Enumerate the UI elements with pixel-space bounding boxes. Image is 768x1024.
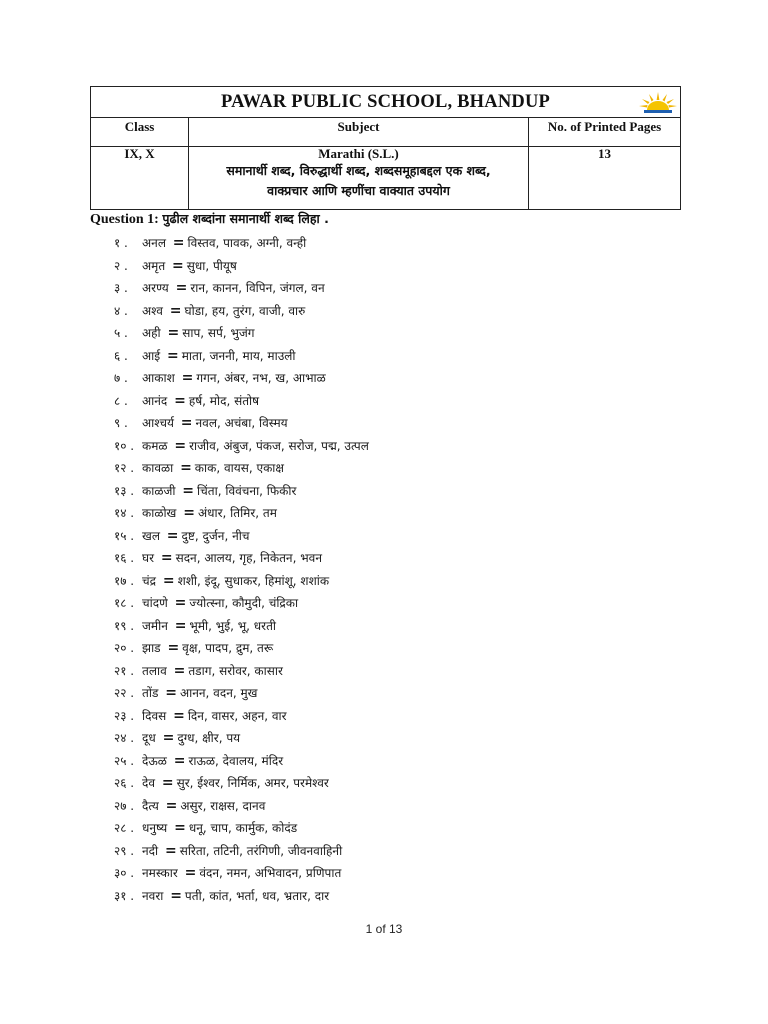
item-number: २२ . (114, 686, 135, 700)
item-number: १२ . (114, 461, 135, 475)
equals-sign: = (182, 482, 195, 499)
item-synonyms: शशी, इंदू, सुधाकर, हिमांशू, शशांक (177, 573, 330, 588)
item-word: जमीन (142, 618, 168, 633)
equals-sign: = (164, 842, 177, 859)
list-item (114, 570, 369, 593)
list-item (114, 817, 369, 840)
item-number: २१ . (114, 663, 135, 678)
list-item (114, 705, 369, 728)
equals-sign: = (172, 235, 185, 251)
item-number: २४ . (114, 731, 135, 745)
item-number: ३ . (114, 281, 128, 295)
item-synonyms: राजीव, अंबुज, पंकज, सरोज, पद्म, उत्पल (189, 438, 369, 453)
item-word: आई (142, 348, 161, 363)
item-synonyms: दुष्ट, दुर्जन, नीच (181, 528, 250, 543)
item-number: ७ . (114, 371, 128, 385)
equals-sign: = (165, 797, 178, 814)
item-word: नमस्कार (142, 866, 178, 880)
list-item (114, 277, 369, 300)
item-number: ४ . (114, 303, 128, 318)
equals-sign: = (180, 460, 192, 476)
item-synonyms: ज्योत्स्ना, कौमुदी, चंद्रिका (189, 596, 299, 610)
equals-sign: = (181, 370, 194, 386)
item-word: धनुष्य (142, 821, 168, 835)
item-word: दैत्य (142, 798, 159, 813)
item-word: अनल (142, 236, 166, 250)
topic-line-1: समानार्थी शब्द, विरुद्धार्थी शब्द, शब्दसमूहाबद्दल एक शब्द, (226, 163, 491, 178)
item-word: अही (142, 326, 161, 340)
list-item (114, 367, 369, 390)
item-word: देऊळ (142, 753, 167, 768)
item-number: २५ . (114, 753, 135, 768)
item-word: काळोख (142, 506, 177, 520)
item-number: ३० . (114, 866, 135, 880)
list-item (114, 255, 369, 278)
item-word: खल (142, 528, 160, 543)
item-synonyms: दिन, वासर, अहन, वार (187, 708, 287, 723)
equals-sign: = (162, 730, 175, 746)
equals-sign: = (175, 280, 188, 296)
equals-sign: = (173, 662, 186, 679)
item-word: देव (142, 776, 156, 790)
subject-header: Subject (189, 118, 529, 147)
item-synonyms: घोडा, हय, तुरंग, वाजी, वारु (184, 303, 306, 318)
item-synonyms: विस्तव, पावक, अग्नी, वन्ही (187, 236, 307, 250)
school-name: PAWAR PUBLIC SCHOOL, BHANDUP (220, 92, 551, 112)
item-synonyms: गगन, अंबर, नभ, ख, आभाळ (196, 371, 326, 385)
list-item (114, 480, 369, 503)
question-label: Question 1: (90, 212, 159, 227)
list-item (114, 727, 369, 750)
list-item (114, 772, 369, 795)
list-item (114, 862, 369, 885)
page-indicator: 1 of 13 (365, 922, 403, 936)
item-number: २७ . (114, 798, 135, 813)
header-table (90, 86, 681, 210)
item-word: काळजी (142, 483, 176, 498)
item-number: ६ . (114, 348, 128, 363)
item-number: १३ . (114, 483, 135, 498)
item-number: २९ . (114, 843, 135, 858)
item-word: अमृत (142, 258, 166, 273)
equals-sign: = (173, 752, 186, 769)
equals-sign: = (174, 392, 186, 409)
item-synonyms: अंधार, तिमिर, तम (197, 506, 277, 520)
item-word: नवरा (142, 888, 164, 903)
equals-sign: = (180, 415, 193, 431)
list-item (114, 615, 369, 638)
item-synonyms: नवल, अचंबा, विस्मय (195, 416, 288, 430)
item-number: २० . (114, 641, 135, 655)
item-word: कावळा (142, 461, 174, 475)
list-item (114, 547, 369, 570)
equals-sign: = (183, 505, 195, 521)
equals-sign: = (166, 347, 179, 364)
synonym-list (114, 232, 369, 907)
item-word: घर (142, 551, 155, 565)
school-title-cell (91, 87, 681, 118)
list-item (114, 457, 369, 480)
equals-sign: = (165, 685, 177, 701)
item-synonyms: वंदन, नमन, अभिवादन, प्रणिपात (199, 866, 342, 880)
item-number: २६ . (114, 776, 135, 790)
pages-header: No. of Printed Pages (529, 118, 681, 147)
equals-sign: = (160, 550, 173, 566)
item-number: ९ . (114, 416, 128, 430)
item-word: आनंद (142, 393, 168, 408)
list-item (114, 390, 369, 413)
sun-logo-icon (638, 88, 678, 116)
equals-sign: = (167, 640, 180, 656)
item-synonyms: तडाग, सरोवर, कासार (188, 663, 283, 678)
item-number: ८ . (114, 393, 128, 408)
equals-sign: = (173, 707, 185, 724)
item-synonyms: पती, कांत, भर्ता, धव, भ्रतार, दार (184, 888, 330, 903)
item-word: झाड (142, 641, 161, 655)
item-word: अश्व (142, 303, 163, 318)
question-text: पुढील शब्दांना समानार्थी शब्द लिहा . (162, 211, 329, 226)
item-number: २८ . (114, 821, 135, 835)
item-word: अरण्य (142, 281, 169, 295)
item-synonyms: हर्ष, मोद, संतोष (188, 393, 260, 408)
item-number: २३ . (114, 708, 135, 723)
equals-sign: = (184, 865, 197, 881)
item-word: आकाश (142, 371, 175, 385)
item-word: चंद्र (142, 573, 156, 588)
item-number: १० . (114, 438, 135, 453)
list-item (114, 750, 369, 773)
item-synonyms: काक, वायस, एकाक्ष (194, 461, 285, 475)
item-word: कमळ (142, 438, 168, 453)
equals-sign: = (174, 437, 187, 454)
item-word: दूध (142, 731, 156, 745)
list-item (114, 525, 369, 548)
list-item (114, 592, 369, 615)
item-synonyms: दुग्ध, क्षीर, पय (177, 731, 241, 745)
topic-line-2: वाक्प्रचार आणि म्हणींचा वाक्यात उपयोग (267, 183, 450, 198)
item-synonyms: सुर, ईश्वर, निर्मिक, अमर, परमेश्वर (176, 776, 329, 790)
item-synonyms: सुधा, पीयूष (186, 258, 237, 273)
equals-sign: = (174, 595, 187, 611)
item-synonyms: साप, सर्प, भुजंग (182, 326, 255, 340)
equals-sign: = (162, 572, 175, 589)
item-synonyms: आनन, वदन, मुख (179, 686, 258, 700)
equals-sign: = (170, 887, 182, 904)
item-synonyms: रान, कानन, विपिन, जंगल, वन (190, 281, 325, 295)
list-item (114, 840, 369, 863)
list-item (114, 412, 369, 435)
item-word: नदी (142, 843, 159, 858)
equals-sign: = (161, 775, 174, 791)
list-item (114, 232, 369, 255)
subject-value: Marathi (S.L.) (318, 146, 399, 161)
list-item (114, 660, 369, 683)
list-item (114, 795, 369, 818)
item-number: ३१ . (114, 888, 135, 903)
item-number: ५ . (114, 326, 128, 340)
item-synonyms: सरिता, तटिनी, तरंगिणी, जीवनवाहिनी (179, 843, 343, 858)
item-number: १४ . (114, 506, 135, 520)
item-word: तोंड (142, 686, 159, 700)
equals-sign: = (167, 325, 180, 341)
item-word: आश्चर्य (142, 416, 174, 430)
equals-sign: = (174, 820, 186, 836)
item-synonyms: धनू, चाप, कार्मुक, कोदंड (188, 821, 298, 835)
item-word: चांदणे (142, 596, 168, 610)
equals-sign: = (174, 617, 187, 634)
item-number: १७ . (114, 573, 135, 588)
class-header: Class (91, 118, 189, 147)
list-item (114, 322, 369, 345)
subject-value-cell (189, 147, 529, 210)
list-item (114, 502, 369, 525)
class-value: IX, X (124, 146, 155, 161)
list-item (114, 682, 369, 705)
class-value-cell (91, 147, 189, 210)
item-word: दिवस (142, 708, 167, 723)
list-item (114, 885, 369, 908)
item-number: १९ . (114, 618, 135, 633)
pages-value-cell (529, 147, 681, 210)
item-synonyms: भूमी, भुई, भू, धरती (189, 618, 277, 633)
list-item (114, 345, 369, 368)
equals-sign: = (169, 302, 182, 319)
item-synonyms: वृक्ष, पादप, द्रुम, तरू (182, 641, 274, 655)
item-word: तलाव (142, 663, 167, 678)
item-number: १६ . (114, 551, 135, 565)
pages-value: 13 (598, 146, 611, 161)
equals-sign: = (172, 257, 184, 274)
equals-sign: = (166, 527, 179, 544)
list-item (114, 435, 369, 458)
list-item (114, 300, 369, 323)
item-synonyms: चिंता, विवंचना, फिकीर (197, 483, 297, 498)
item-synonyms: राऊळ, देवालय, मंदिर (188, 753, 284, 768)
item-synonyms: माता, जननी, माय, माउली (181, 348, 296, 363)
item-number: १५ . (114, 528, 135, 543)
item-synonyms: असुर, राक्षस, दानव (180, 798, 266, 813)
question-heading (90, 210, 329, 228)
item-number: २ . (114, 258, 128, 273)
item-synonyms: सदन, आलय, गृह, निकेतन, भवन (175, 551, 322, 565)
list-item (114, 637, 369, 660)
item-number: १ . (114, 236, 128, 250)
item-number: १८ . (114, 596, 135, 610)
